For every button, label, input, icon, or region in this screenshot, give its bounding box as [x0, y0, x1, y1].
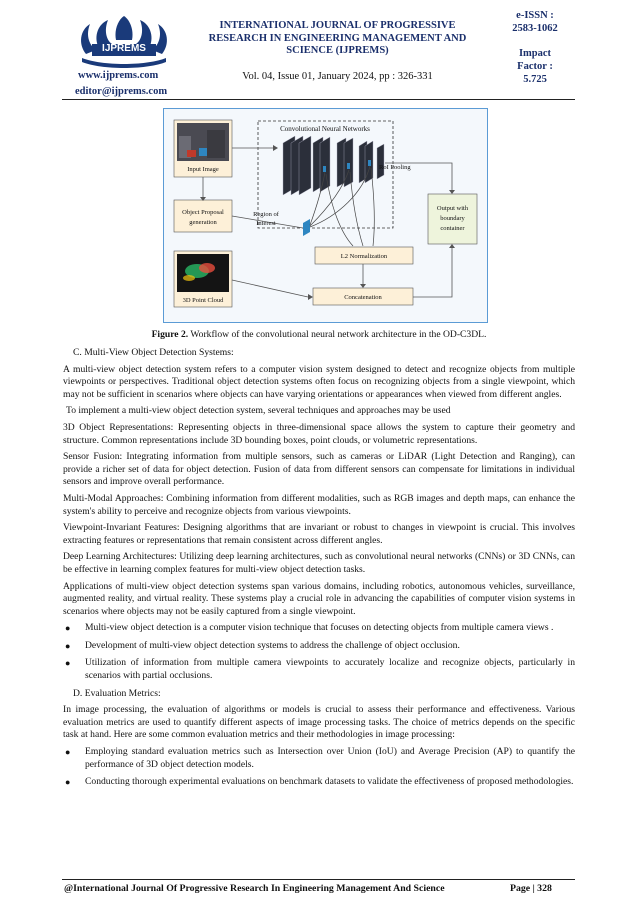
header-divider — [62, 99, 575, 100]
object-proposal-label-1: Object Proposal — [182, 209, 224, 216]
list-item: ● Employing standard evaluation metrics such as Intersection over Union (IoU) and Average Precision (AP) to quantify the performance of 3D object detection models. — [65, 746, 575, 770]
list-item: ● Utilization of information from multiple camera viewpoints to accurately localize and recognize objects, particularly in scenarios with partial occlusions. — [65, 657, 575, 682]
bullet-icon: ● — [65, 777, 71, 788]
logo-emblem-icon — [72, 14, 176, 70]
figure-workflow — [163, 108, 488, 323]
bullet-list — [63, 746, 575, 789]
article-body — [63, 345, 575, 794]
factor-label: Factor : — [517, 61, 553, 72]
footer-divider — [62, 879, 575, 880]
footer-journal: @International Journal Of Progressive Research In Engineering Management And Science — [64, 883, 445, 894]
paragraph: Applications of multi-view object detection systems span various domains, including robotics, autonomous vehicles, surveillance, augmented reality, and virtual reality. These systems play a crucial role in advancing the capabilities of computer vision systems in scenarios where objects may not be easily captured from a single viewpoint. — [63, 580, 575, 617]
bullet-icon: ● — [65, 658, 71, 669]
paragraph: 3D Object Representations: Representing objects in three-dimensional space allows the system to capture their geometry and structure. Common representations include 3D bounding boxes, point clouds, or volumetric representations. — [63, 421, 575, 446]
paragraph: In image processing, the evaluation of algorithms or models is crucial to assess their performance and effectiveness. Various evaluation metrics are used to quantify different aspects of image processing tasks. The choice of metrics depends on the specific task at hand. Here are some common evaluation metrics and their methodologies in image processing: — [63, 704, 575, 741]
paragraph: To implement a multi-view object detection system, several techniques and approaches may be used — [66, 405, 451, 417]
point-cloud-label: 3D Point Cloud — [182, 297, 224, 304]
object-proposal-box — [174, 200, 232, 232]
website-link[interactable]: www.ijprems.com — [78, 70, 159, 81]
bullet-list — [63, 622, 575, 682]
input-image-label: Input Image — [187, 166, 219, 173]
bullet-icon: ● — [65, 640, 71, 651]
email-link[interactable]: editor@ijprems.com — [75, 86, 168, 97]
cnn-label: Convolutional Neural Networks — [280, 125, 370, 133]
volume-info: Vol. 04, Issue 01, January 2024, pp : 326-331 — [242, 71, 433, 82]
impact-label: Impact — [518, 48, 552, 59]
impact-value: 5.725 — [523, 74, 547, 85]
paragraph: Deep Learning Architectures: Utilizing deep learning architectures, such as convolutional neural networks (CNNs) or 3D CNNs, can be effective in learning complex features for multi-view object detection tasks. — [63, 551, 575, 575]
roi-label-1: Region of — [253, 211, 279, 218]
paragraph: Sensor Fusion: Integrating information from multiple sensors, such as cameras or LiDAR (Light Detection and Ranging), can provide a richer set of data for object detection. Fusion of data from different sensors can compensate for limitations in individual sensors and improve overall performance. — [63, 451, 575, 488]
page-number: Page | 328 — [510, 883, 552, 894]
roi-pooling-label: RoI Pooling — [379, 164, 411, 171]
logo-text: IJPREMS — [102, 43, 146, 54]
issn-label: e-ISSN : — [516, 10, 554, 21]
concat-label: Concatenation — [344, 294, 382, 301]
paragraph: A multi-view object detection system refers to a computer vision system designed to detect and recognize objects from multiple viewpoints or perspectives. Traditional object detection systems often focus on recognizing objects from a single viewpoint, which may not be sufficient in scenarios where objects can have varying orientations or appearances when viewed from different angles. — [63, 363, 575, 400]
figure-caption-text: Workflow of the convolutional neural network architecture in the OD-C3DL. — [188, 329, 487, 340]
section-heading-c: C. Multi-View Object Detection Systems: — [73, 347, 234, 358]
journal-logo — [72, 14, 176, 70]
issn-value: 2583-1062 — [512, 23, 558, 34]
roi-label-2: Interest — [256, 220, 276, 227]
output-label-3: container — [440, 225, 465, 232]
output-label-2: boundary — [440, 215, 465, 222]
figure-caption-label: Figure 2. — [151, 329, 189, 340]
output-label-1: Output with — [436, 205, 469, 212]
paragraph: Multi-Modal Approaches: Combining information from different modalities, such as RGB images and depth maps, can enhance the system's ability to perceive and recognize objects from various viewpoints. — [63, 492, 575, 517]
bullet-icon: ● — [65, 623, 71, 634]
object-proposal-label-2: generation — [189, 219, 217, 226]
paragraph: Viewpoint-Invariant Features: Designing algorithms that are invariant or robust to changes in viewpoint is crucial. This involves extracting features or representations that remain consistent across different angles. — [63, 522, 575, 546]
l2-norm-label: L2 Normalization — [340, 253, 388, 260]
journal-title: INTERNATIONAL JOURNAL OF PROGRESSIVE RESEARCH IN ENGINEERING MANAGEMENT AND SCIENCE (IJPREMS) — [208, 20, 467, 56]
bullet-icon: ● — [65, 747, 71, 758]
list-item: ● Multi-view object detection is a computer vision technique that focuses on detecting objects from multiple camera views . — [65, 622, 554, 634]
section-heading-d: D. Evaluation Metrics: — [73, 687, 161, 699]
list-item: ● Development of multi-view object detection systems to address the challenge of object occlusion. — [65, 639, 460, 651]
figure-caption — [63, 329, 575, 340]
list-item: ● Conducting thorough experimental evaluations on benchmark datasets to validate the effectiveness of proposed methodologies. — [65, 776, 574, 788]
